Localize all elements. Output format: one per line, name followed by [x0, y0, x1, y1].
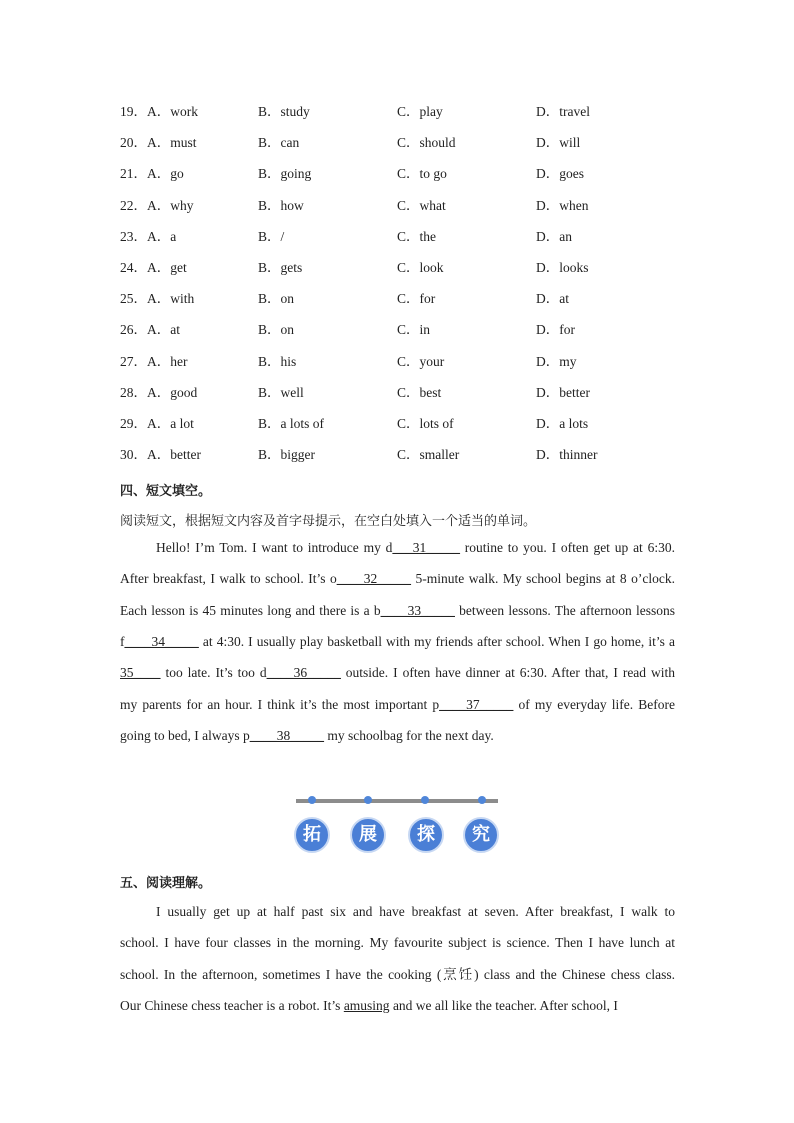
section4-title: 四、短文填空。 [120, 484, 212, 499]
explore-banner [296, 796, 498, 856]
option-d: D．travel [536, 104, 590, 119]
option-d: D．goes [536, 166, 584, 182]
option-a: 22．A．why [120, 197, 194, 213]
option-a: 25．A．with [120, 291, 195, 307]
passage-line [120, 902, 675, 922]
option-d: D．for [536, 322, 575, 338]
option-b: B．gets [258, 259, 303, 275]
option-d: D．when [536, 197, 589, 213]
option-a: 23．A．a [120, 228, 177, 244]
text-segment: After breakfast, I walk to school. It’s o [120, 571, 337, 587]
passage-line [120, 601, 675, 621]
blank-segment: ____38_____ [249, 727, 324, 743]
option-d: D．my [536, 353, 577, 369]
text-segment: my schoolbag for the next day. [323, 727, 494, 743]
option-c: C．for [397, 291, 436, 307]
option-c: C．your [397, 353, 445, 369]
option-d: D．an [536, 228, 572, 244]
banner-dot [308, 796, 316, 804]
text-segment: f [120, 633, 125, 649]
text-segment: school. I have four classes in the morning. My favourite subject is science. Then I have lunch at [120, 935, 675, 951]
banner-char: 探 [408, 817, 444, 853]
option-b: B．well [258, 384, 304, 400]
option-c: C．the [397, 228, 436, 244]
option-b: B．on [258, 322, 295, 338]
option-c: C．should [397, 135, 456, 151]
option-a: 20．A．must [120, 135, 197, 151]
option-d: D．will [536, 135, 581, 151]
option-d: D．looks [536, 259, 589, 275]
text-segment: too late. It’s too d [160, 665, 267, 681]
option-a: 28．A．good [120, 384, 198, 400]
banner-dot [421, 796, 429, 804]
passage-line [120, 965, 675, 985]
blank-segment: ____33_____ [380, 602, 455, 618]
blank-segment: ____32_____ [336, 571, 411, 587]
option-b: B．a lots of [258, 415, 324, 431]
banner-dot [478, 796, 486, 804]
option-d: D．a lots [536, 415, 589, 431]
text-segment: Each lesson is 45 minutes long and there is a b [120, 602, 381, 618]
passage-line [120, 996, 675, 1016]
option-c: C．best [397, 384, 442, 400]
section4-instruction: 阅读短文，根据短文内容及首字母提示，在空白处填入一个适当的单词。 [120, 514, 537, 529]
text-segment: of my everyday life. Before [513, 696, 675, 712]
option-b: B．going [258, 166, 312, 182]
banner-bar [296, 799, 498, 803]
option-c: C．look [397, 259, 444, 275]
option-c: C．lots of [397, 415, 454, 431]
option-a: 29．A．a lot [120, 415, 194, 431]
blank-segment: 35____ [120, 665, 161, 681]
blank-segment: ____37_____ [439, 696, 514, 712]
option-c: C．to go [397, 166, 447, 182]
option-b: B．study [258, 104, 310, 119]
option-b: B．his [258, 353, 297, 369]
option-c: C．smaller [397, 447, 460, 463]
blank-segment: amusing [343, 997, 390, 1013]
option-d: D．thinner [536, 447, 598, 463]
banner-char: 究 [463, 817, 499, 853]
blank-segment: ____34_____ [124, 633, 199, 649]
option-b: B．can [258, 135, 300, 151]
passage-line [120, 538, 675, 558]
blank-segment: ___31_____ [392, 540, 460, 555]
option-a: 21．A．go [120, 166, 184, 182]
text-segment: I usually get up at half past six and have breakfast at seven. After breakfast, I walk to [156, 904, 675, 919]
text-segment: Our Chinese chess teacher is a robot. It’s [120, 997, 344, 1013]
option-a: 19．A．work [120, 104, 198, 119]
text-segment: at 4:30. I usually play basketball with my friends after school. When I go home, it’s a [198, 633, 675, 649]
passage-line [120, 933, 675, 953]
passage-line [120, 663, 675, 683]
passage-line [120, 695, 675, 715]
text-segment: school. In the afternoon, sometimes I have the cooking (烹饪) class and the Chinese chess class. [120, 966, 675, 982]
section5-title: 五、阅读理解。 [120, 876, 212, 891]
banner-dot [364, 796, 372, 804]
option-d: D．at [536, 291, 569, 307]
text-segment: going to bed, I always p [120, 727, 250, 743]
text-segment: Hello! I’m Tom. I want to introduce my d [156, 540, 393, 555]
text-segment: between lessons. The afternoon lessons [454, 602, 675, 618]
passage-line [120, 726, 675, 746]
text-segment: 5-minute walk. My school begins at 8 o’clock. [410, 571, 675, 587]
option-a: 27．A．her [120, 353, 188, 369]
option-b: B．on [258, 291, 295, 307]
banner-char: 展 [350, 817, 386, 853]
option-b: B．how [258, 197, 304, 213]
option-a: 30．A．better [120, 447, 201, 463]
option-d: D．better [536, 384, 590, 400]
blank-segment: ____36_____ [266, 665, 341, 681]
option-c: C．play [397, 104, 443, 119]
text-segment: routine to you. I often get up at 6:30. [459, 540, 676, 555]
text-segment: my parents for an hour. I think it’s the most important p [120, 696, 440, 712]
option-a: 24．A．get [120, 259, 187, 275]
text-segment: and we all like the teacher. After school, I [389, 997, 618, 1013]
option-c: C．what [397, 197, 446, 213]
passage-line [120, 632, 675, 652]
passage-line [120, 569, 675, 589]
option-a: 26．A．at [120, 322, 180, 338]
option-b: B．/ [258, 228, 285, 244]
text-segment: outside. I often have dinner at 6:30. After that, I read with [340, 665, 675, 681]
option-c: C．in [397, 322, 431, 338]
option-b: B．bigger [258, 447, 315, 463]
banner-char: 拓 [294, 817, 330, 853]
